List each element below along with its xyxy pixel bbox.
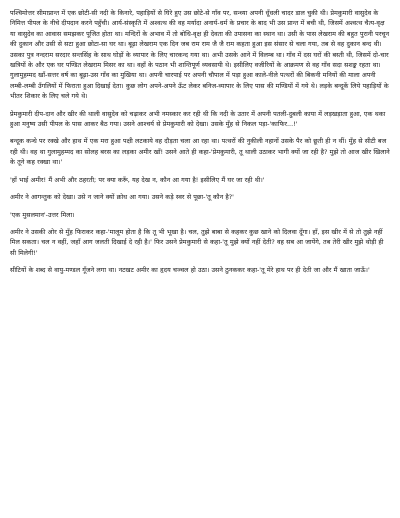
story-page <box>10 8 391 276</box>
paragraph-whistles: सीटियों के शब्द से वायु-मण्डल गूँजने लगा था। नटखट अमीर का हृदय चञ्चल हो उठा। उसने ठुनककर कहा-'तू मेरे हाथ पर ही देती जा और मैं खाता जाऊँ।' <box>10 266 370 275</box>
paragraph-village-intro: पश्चिमोत्तर सीमाप्रान्त में एक छोटी-सी नदी के किनारे, पहाड़ियों से घिरे हुए उस छोटे-से गाँव पर, सन्ध्या अपनी धूँधली चादर डाल चुकी थी। प्रेमकुमारी वासुदेव के निमित्त पीपल के नीचे दीपदान करने पहुँची। आर्य-संस्कृति में अश्वत्थ की वह मर्यादा अनार्य-धर्म के प्रचार के बाद भी उस प्रान्त में बची थी, जिसमें अश्वत्थ चैत्य-वृक्ष या वासुदेव का आवास समझकर पूजित होता था। मन्दिरों के अभाव में तो बोधि-वृक्ष ही देवता की उपासना का स्थान था। उसी के पास लेखराम की बहुत पुरानी परचून की दुकान और उसी से सटा हुआ छोटा-सा घर था। बूढ़ा लेखराम एक दिन जब राम राम जै जै राम कहता हुआ इस संसार से चला गया, तब से वह दुकान बन्द थी। उसका पुत्र नन्दराम सरदार सन्तसिंह के साथ घोड़ों के व्यापार के लिए चारकन्द गया था। अभी उसके आने में विलम्ब था। गाँव में दस घरों की बस्ती थी, जिसमें दो-चार खत्रियों के और एक घर पण्डित लेखराम मिसर का था। वहाँ के पठान भी शान्तिपूर्ण व्यवसायी थे। इसीलिए वजीरियों के आक्रमण से वह गाँव सदा सशङ्क रहता था। गुलामुहम्मद खाँ-सत्तर वर्ष का बूढ़ा-उस गाँव का मुखिया था। अपनी चारपाई पर अपनी चौपाल में पड़ा हुआ काले-नीले पत्थरों की बिकनी मनियों की माला अपनी लम्बी-लम्बी उँगलियों में फिराता हुआ दिखाई देता। कुछ लोग अपने-अपने ऊँट लेकर बनिज-व्यापार के लिए पास की मण्डियों में गये थे। लड़के बन्दूकें लिये पहाड़ियों के भीतर शिकार के लिए चले गये थे। <box>10 9 390 101</box>
paragraph-stranger-arrives: प्रेमकुमारी दीप-दान और खीर की थाली वासुदेव को चढ़ाकर अभी नमस्कार कर रही थी कि नदी के उतार में अपनी पतली-दुबली काया में लड़खड़ाता हुआ, एक थका हुआ मनुष्य उसी पीपल के पास आकर बैठ गया। उसने आश्चर्य से प्रेमकुमारी को देखा। उसके मुँह से निकल पड़ा-'काफिर...!' <box>10 109 386 129</box>
paragraph-prem-reply: 'हाँ भाई अमीर! मैं अभी और ठहरती; पर क्या करूँ, यह देख न, कौन आ गया है! इसीलिए मैं घर जा रही थी।' <box>10 175 265 184</box>
paragraph-amir-arrives: बन्दूक कन्धे पर रक्खे और हाथ में एक मरा हुआ पक्षी लटकाये वह दौड़ता चला आ रहा था। पत्थरों की नुकीली नहानों उसके पैर को छूती ही न थीं। मुँह से सीटी बज रही थी। वह था गुलामुहम्मद का सोलह बरस का लड़का अमीर खाँ! उसने आते ही कहा-'प्रेमकुमारी, तू थाली उठाकर भागी क्यों जा रही है? मुझे तो आज खीर खिलाने के तूने कह रक्खा था।' <box>10 137 390 167</box>
paragraph-stranger-answer: 'एक मुसलमान'-उत्तर मिला। <box>10 210 75 219</box>
paragraph-amir-offer: अमीर ने उसकी ओर से मुँह फिराकर कहा-'मालूम होता है कि तू भी भूखा है। चल, तुझे बाबा से कहकर कुछ खाने को दिलवा दूँगा। हाँ, इस खीर में से तो तुझे नहीं मिल सकता। चल न वहीं, जहाँ आग जलती दिखाई दे रही है।' फिर उसने प्रेमकुमारी से कहा-'तू मुझे क्यों नहीं देती? वह सब आ जायेंगे, तब तेरी खीर मुझे थोड़ी ही सी मिलेगी!' <box>10 227 384 257</box>
paragraph-amir-question: अमीर ने आगन्तुक को देखा। उसे न जाने क्यों क्रोध आ गया। उसने कड़े स्वर से पूछा-'तू कौन है?' <box>10 193 234 202</box>
